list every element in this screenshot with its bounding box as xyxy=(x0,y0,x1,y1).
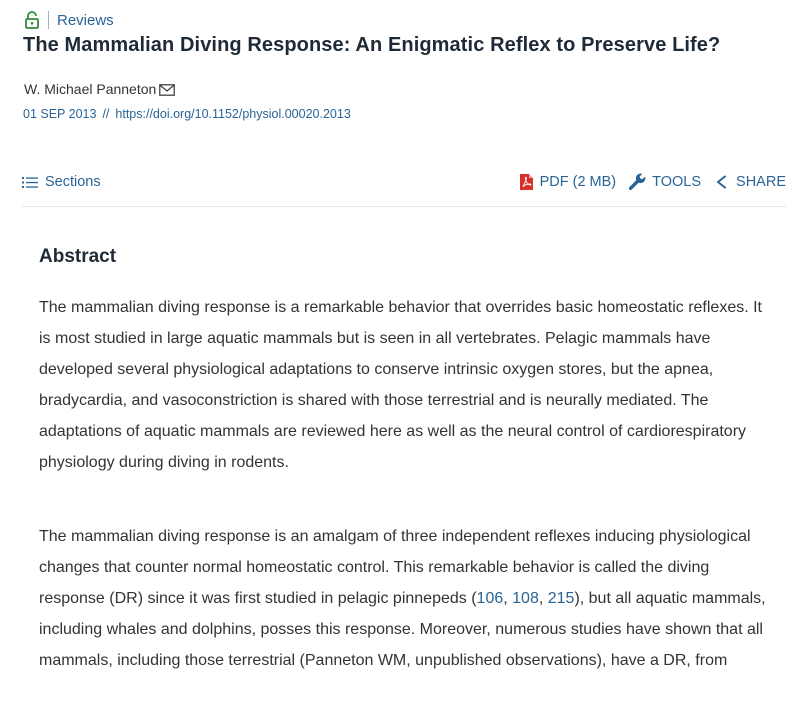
tools-button[interactable] xyxy=(627,172,701,191)
unlocked-lock-icon xyxy=(24,11,40,29)
pdf-label: PDF (2 MB) xyxy=(539,173,617,190)
list-icon xyxy=(22,176,38,189)
author-name[interactable]: W. Michael Panneton xyxy=(24,81,157,97)
article-meta-top xyxy=(24,9,114,31)
share-icon xyxy=(714,175,730,189)
wrench-icon xyxy=(627,172,646,191)
abstract-heading: Abstract xyxy=(39,246,117,267)
doi-link[interactable]: https://doi.org/10.1152/physiol.00020.2013 xyxy=(115,107,351,121)
tools-label: TOOLS xyxy=(652,173,702,190)
body-paragraph xyxy=(39,521,769,676)
article-title: The Mammalian Diving Response: An Enigmatic Reflex to Preserve Life? xyxy=(23,34,721,56)
paragraph-text: ), but all aquatic mammals, including whales and dolphins, posses this response. Moreover, numerous studies have shown that all mammals, including those terrestrial (Panneton WM, unpublished observations), have a DR, from xyxy=(39,590,766,669)
article-toolbar xyxy=(22,166,786,207)
reference-link-106[interactable]: 106 xyxy=(476,590,504,607)
sections-label: Sections xyxy=(45,174,101,190)
pdf-file-icon xyxy=(519,173,534,191)
divider xyxy=(48,11,49,29)
ref-separator: , xyxy=(503,590,513,607)
toolbar-actions xyxy=(519,172,786,191)
separator: // xyxy=(102,107,110,121)
category-link[interactable]: Reviews xyxy=(57,11,114,29)
ref-separator: , xyxy=(538,590,548,607)
author-line xyxy=(24,81,175,97)
share-button[interactable] xyxy=(714,174,786,190)
abstract-paragraph: The mammalian diving response is a remarkable behavior that overrides basic homeostatic reflexes. It is most studied in large aquatic mammals but is seen in all vertebrates. Pelagic mammals have developed several physiological adaptations to conserve intrinsic oxygen stores, but the apnea, bradycardia, and vasoconstriction is shared with those terrestrial and is neurally mediated. The adaptations of aquatic mammals are reviewed here as well as the neural control of cardiorespiratory physiology during diving in rodents. xyxy=(39,299,762,471)
publication-date: 01 SEP 2013 xyxy=(23,107,97,121)
reference-link-108[interactable]: 108 xyxy=(512,590,539,607)
sections-button[interactable] xyxy=(22,174,101,190)
share-label: SHARE xyxy=(736,173,786,190)
reference-link-215[interactable]: 215 xyxy=(547,590,575,607)
paragraph-text: The mammalian diving response is an amalgam of three independent reflexes inducing physiological changes that counter normal homeostatic control. This remarkable behavior is called the diving response (DR) since it was first studied in pelagic pinnepeds ( xyxy=(39,528,751,607)
publication-line xyxy=(23,107,351,121)
mail-icon[interactable] xyxy=(159,83,175,95)
pdf-download-button[interactable] xyxy=(519,173,617,191)
